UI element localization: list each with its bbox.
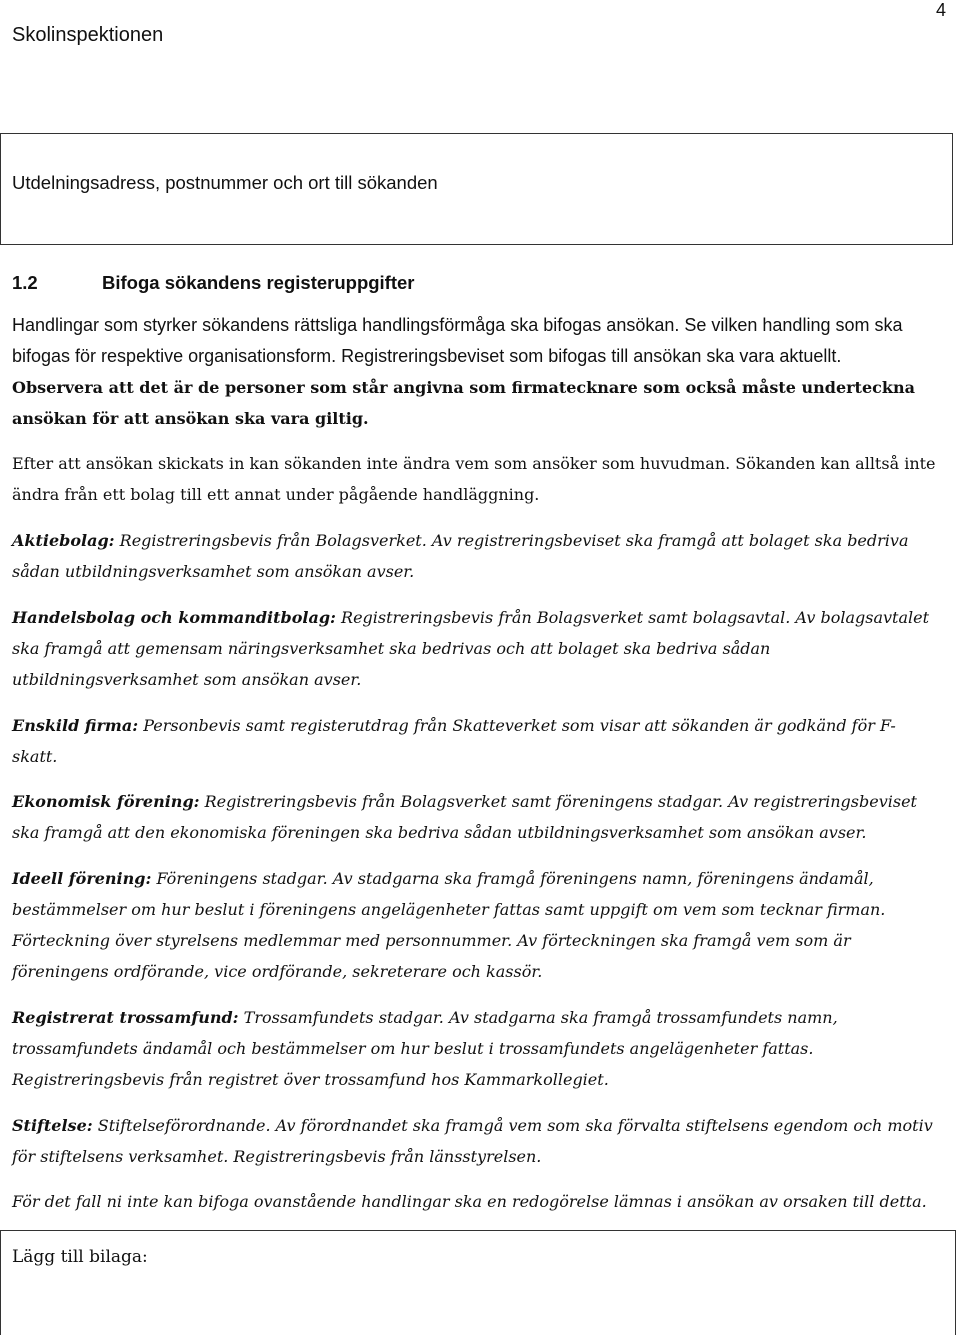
intro-emphasis: Observera att det är de personer som står angivna som firmatecknare som också måste underteckna ansökan för att ansökan ska vara giltig.	[12, 378, 915, 428]
closing-paragraph: För det fall ni inte kan bifoga ovanstående handlingar ska en redogörelse lämnas i ansökan av orsaken till detta.	[12, 1192, 927, 1211]
org-type-label: Handelsbolag och kommanditbolag:	[12, 608, 336, 627]
attachment-field-label: Lägg till bilaga:	[12, 1247, 148, 1267]
org-type-label: Enskild firma:	[12, 716, 139, 735]
org-type-text: Stiftelseförordnande. Av förordnandet ska framgå vem som ska förvalta stiftelsens egendom och motiv för stiftelsens verksamhet. Registreringsbevis från länsstyrelsen.	[12, 1116, 933, 1166]
org-type-text: Personbevis samt registerutdrag från Skatteverket som visar att sökanden är godkänd för F-skatt.	[12, 716, 896, 766]
org-type-stiftelse	[12, 1110, 937, 1172]
org-type-ekonomisk-forening	[12, 786, 937, 848]
intro-paragraph	[12, 310, 932, 434]
org-type-label: Ideell förening:	[12, 869, 152, 888]
org-type-text: Registreringsbevis från Bolagsverket samt bolagsavtal. Av bolagsavtalet ska framgå att gemensam näringsverksamhet ska bedrivas och att bolaget ska bedriva sådan utbildningsverksamhet som ansökan avser.	[12, 608, 930, 689]
org-type-enskild-firma	[12, 710, 937, 772]
org-type-text: Registreringsbevis från Bolagsverket. Av registreringsbeviset ska framgå att bolaget ska bedriva sådan utbildningsverksamhet som ansökan avser.	[12, 531, 909, 581]
org-type-label: Stiftelse:	[12, 1116, 93, 1135]
org-type-ideell-forening	[12, 863, 937, 987]
section-title: Bifoga sökandens registeruppgifter	[102, 272, 415, 293]
org-type-text: Registreringsbevis från Bolagsverket samt föreningens stadgar. Av registreringsbeviset ska framgå att den ekonomiska föreningen ska bedriva sådan utbildningsverksamhet som ansökan avser.	[12, 792, 917, 842]
note-paragraph: Efter att ansökan skickats in kan sökanden inte ändra vem som ansöker som huvudman. Sökanden kan alltså inte ändra från ett bolag till ett annat under pågående handläggning.	[12, 454, 936, 504]
org-type-text: Trossamfundets stadgar. Av stadgarna ska framgå trossamfundets namn, trossamfundets ändamål och bestämmelser om hur beslut i trossamfundets angelägenheter fattas. Registreringsbevis från registret över trossamfund hos Kammarkollegiet.	[12, 1008, 838, 1089]
org-type-trossamfund	[12, 1002, 937, 1095]
document-header-title: Skolinspektionen	[12, 24, 164, 46]
address-field-box[interactable]	[0, 133, 953, 245]
section-number: 1.2	[12, 272, 38, 293]
section-heading	[12, 272, 415, 294]
org-type-text: Föreningens stadgar. Av stadgarna ska framgå föreningens namn, föreningens ändamål, bestämmelser om hur beslut i föreningens angelägenheter fattas samt uppgift om vem som tecknar firman. Förteckning över styrelsens medlemmar med personnummer. Av förteckningen ska framgå vem som är föreningens ordförande, vice ordförande, sekreterare och kassör.	[12, 869, 886, 981]
org-type-label: Aktiebolag:	[12, 531, 115, 550]
org-type-aktiebolag	[12, 525, 937, 587]
address-field-label: Utdelningsadress, postnummer och ort till sökanden	[12, 172, 438, 193]
org-type-label: Registrerat trossamfund:	[12, 1008, 239, 1027]
page-number: 4	[935, 0, 946, 20]
intro-text: Handlingar som styrker sökandens rättsliga handlingsförmåga ska bifogas ansökan. Se vilken handling som ska bifogas för respektive organisationsform. Registreringsbeviset som bifogas till ansökan ska vara aktuellt.	[12, 315, 903, 366]
attachment-field-box[interactable]	[0, 1230, 956, 1335]
org-type-handelsbolag	[12, 602, 937, 695]
org-type-label: Ekonomisk förening:	[12, 792, 200, 811]
